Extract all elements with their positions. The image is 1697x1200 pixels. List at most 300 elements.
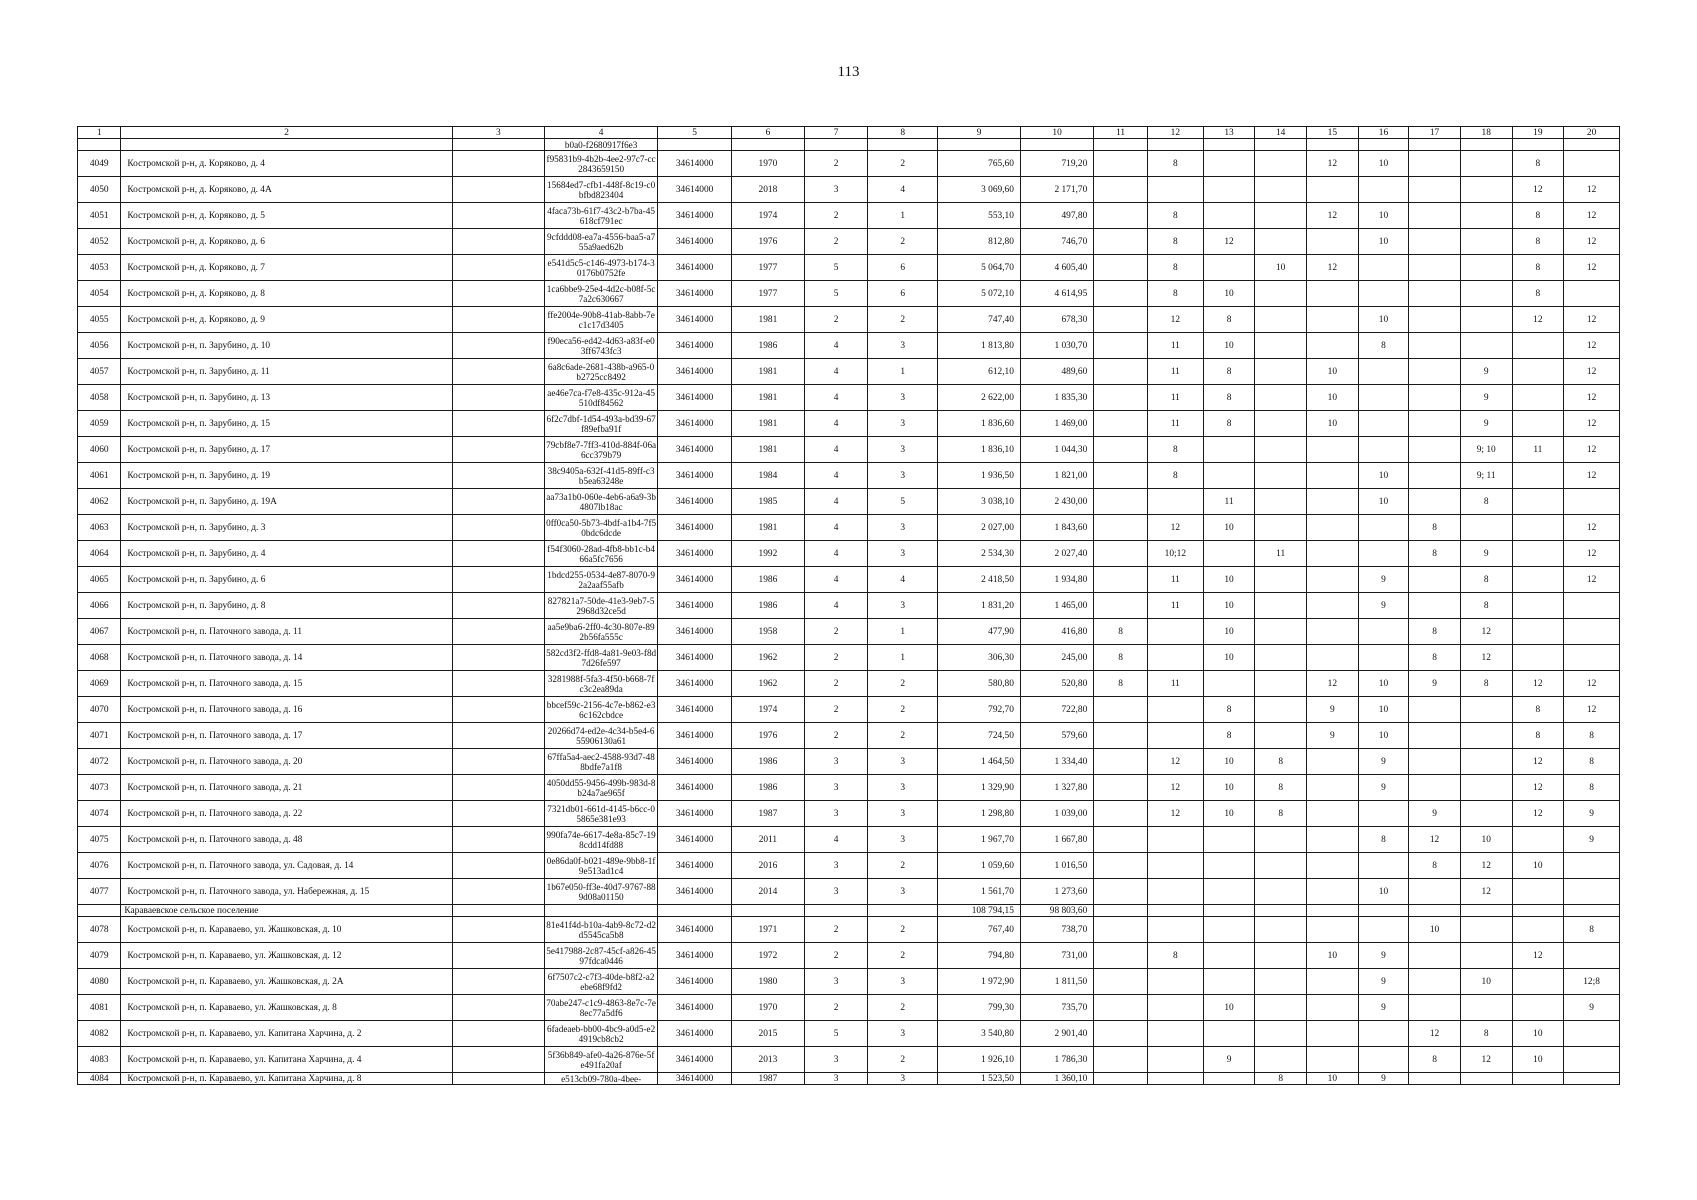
cell-c8: 1 [868,645,938,671]
cell-c17 [1409,359,1461,385]
cell-c20: 12 [1564,307,1620,333]
cell-c9: 792,70 [938,697,1021,723]
cell-c14 [1255,723,1307,749]
cell-c14 [1255,437,1307,463]
cell-c12 [1147,723,1203,749]
cell-c14 [1255,697,1307,723]
cell-c3 [452,437,544,463]
cell-c10: 1 039,00 [1020,801,1093,827]
cell-c12 [1147,1047,1203,1073]
cell-c1: 4067 [78,619,121,645]
cell-c12 [1147,645,1203,671]
cell-c5: 34614000 [658,541,731,567]
table-row [78,853,1620,879]
cell-c11: 8 [1094,619,1148,645]
cell-c14: 8 [1255,775,1307,801]
cell-c10: 1 030,70 [1020,333,1093,359]
cell-c5: 34614000 [658,827,731,853]
cell-c20 [1564,593,1620,619]
table-row [78,151,1620,177]
cell-c2: Костромской р-н, д. Коряково, д. 8 [121,281,453,307]
cell-c3 [452,943,544,969]
cell-c19: 10 [1512,853,1564,879]
cell-c5: 34614000 [658,203,731,229]
cell-c9: 553,10 [938,203,1021,229]
cell-c13: 10 [1203,775,1255,801]
cell-c3 [452,775,544,801]
cell-c9: 5 072,10 [938,281,1021,307]
cell-c18 [1460,749,1512,775]
cell-c2: Костромской р-н, п. Зарубино, д. 4 [121,541,453,567]
cell-c14 [1255,411,1307,437]
cell-c10: 4 614,95 [1020,281,1093,307]
cell-c10: 1 667,80 [1020,827,1093,853]
cell-c9: 2 027,00 [938,515,1021,541]
cell-c3 [452,281,544,307]
cell-c7: 5 [805,281,868,307]
table-row [78,671,1620,697]
cell-c15 [1307,619,1359,645]
cell-c15 [1307,879,1359,905]
cell-c16 [1358,177,1409,203]
cell-c18: 12 [1460,853,1512,879]
cell-c14 [1255,333,1307,359]
table-row [78,281,1620,307]
cell-c2: Костромской р-н, п. Зарубино, д. 13 [121,385,453,411]
cell-c4: 5e417988-2c87-45cf-a826-4597fdca0446 [544,943,658,969]
cell-c6: 1976 [731,229,804,255]
cell-c11 [1094,229,1148,255]
cell-c12: 11 [1147,671,1203,697]
cell-c10: 98 803,60 [1020,905,1093,917]
cell-c6: 1974 [731,697,804,723]
cell-c18 [1460,177,1512,203]
cell-c19 [1512,827,1564,853]
cell-c16: 10 [1358,723,1409,749]
cell-c6: 1981 [731,385,804,411]
table-row [78,593,1620,619]
cell-c16: 9 [1358,749,1409,775]
cell-c8: 3 [868,541,938,567]
cell-c19 [1512,1073,1564,1085]
cell-c9: 3 540,80 [938,1021,1021,1047]
cell-c3 [452,671,544,697]
cell-c18 [1460,1073,1512,1085]
cell-c5: 34614000 [658,359,731,385]
cell-c1: 4054 [78,281,121,307]
cell-c11 [1094,411,1148,437]
cell-c3 [452,541,544,567]
cell-c3 [452,801,544,827]
cell-c10: 1 469,00 [1020,411,1093,437]
cell-c12 [1147,139,1203,151]
cell-c19 [1512,385,1564,411]
cell-c8: 2 [868,671,938,697]
cell-c19 [1512,139,1564,151]
cell-c3 [452,151,544,177]
cell-c3 [452,229,544,255]
cell-c5: 34614000 [658,1073,731,1085]
cell-c12: 11 [1147,385,1203,411]
cell-c2: Костромской р-н, д. Коряково, д. 4 [121,151,453,177]
cell-c19: 8 [1512,229,1564,255]
cell-c12 [1147,619,1203,645]
table-row [78,645,1620,671]
cell-c20: 9 [1564,801,1620,827]
cell-c15 [1307,515,1359,541]
cell-c11 [1094,203,1148,229]
cell-c6: 1986 [731,749,804,775]
cell-c14 [1255,853,1307,879]
cell-c5: 34614000 [658,1021,731,1047]
cell-c18 [1460,723,1512,749]
cell-c4: ffe2004e-90b8-41ab-8abb-7ec1c17d3405 [544,307,658,333]
cell-c2: Костромской р-н, п. Зарубино, д. 11 [121,359,453,385]
cell-c10: 1 835,30 [1020,385,1093,411]
column-header-3: 3 [452,127,544,139]
cell-c7: 2 [805,151,868,177]
cell-c16 [1358,1047,1409,1073]
cell-c15: 10 [1307,385,1359,411]
cell-c7: 3 [805,1047,868,1073]
cell-c20: 12 [1564,515,1620,541]
cell-c16 [1358,437,1409,463]
cell-c5: 34614000 [658,619,731,645]
cell-c3 [452,723,544,749]
cell-c1: 4061 [78,463,121,489]
cell-c20: 9 [1564,827,1620,853]
cell-c7: 5 [805,255,868,281]
cell-c17: 12 [1409,827,1461,853]
cell-c8: 3 [868,749,938,775]
column-header-13: 13 [1203,127,1255,139]
cell-c19: 8 [1512,203,1564,229]
cell-c1 [78,905,121,917]
cell-c13: 11 [1203,489,1255,515]
cell-c7: 2 [805,203,868,229]
cell-c19: 8 [1512,697,1564,723]
cell-c14: 11 [1255,541,1307,567]
cell-c20: 12 [1564,359,1620,385]
cell-c1: 4079 [78,943,121,969]
cell-c10: 722,80 [1020,697,1093,723]
cell-c20 [1564,853,1620,879]
cell-c15 [1307,229,1359,255]
column-header-5: 5 [658,127,731,139]
cell-c1: 4076 [78,853,121,879]
cell-c9: 1 831,20 [938,593,1021,619]
cell-c20: 12 [1564,463,1620,489]
cell-c1: 4078 [78,917,121,943]
column-header-15: 15 [1307,127,1359,139]
table-row-last [78,1073,1620,1085]
cell-c3 [452,463,544,489]
cell-c5: 34614000 [658,307,731,333]
cell-c12: 11 [1147,567,1203,593]
cell-c7: 2 [805,723,868,749]
cell-c4: b0a0-f2680917f6e3 [544,139,658,151]
cell-c19 [1512,905,1564,917]
cell-c19: 8 [1512,281,1564,307]
cell-c4: 1ca6bbe9-25e4-4d2c-b08f-5c7a2c630667 [544,281,658,307]
cell-c8: 3 [868,437,938,463]
housing-register-table [77,126,1620,1085]
cell-c15: 10 [1307,359,1359,385]
cell-c11 [1094,515,1148,541]
cell-c17 [1409,969,1461,995]
cell-c7 [805,139,868,151]
cell-c18: 12 [1460,879,1512,905]
cell-c4: 38c9405a-632f-41d5-89ff-c3b5ea63248e [544,463,658,489]
cell-c6: 1970 [731,995,804,1021]
cell-c1: 4049 [78,151,121,177]
table-row [78,801,1620,827]
cell-c19 [1512,489,1564,515]
cell-c8: 3 [868,333,938,359]
cell-c17 [1409,463,1461,489]
cell-c1: 4065 [78,567,121,593]
cell-c14 [1255,1047,1307,1073]
cell-c15 [1307,1021,1359,1047]
cell-c15 [1307,827,1359,853]
cell-c5 [658,905,731,917]
cell-c9: 612,10 [938,359,1021,385]
cell-c13 [1203,203,1255,229]
cell-c6 [731,905,804,917]
cell-c18 [1460,515,1512,541]
cell-c20: 12 [1564,385,1620,411]
cell-c3 [452,995,544,1021]
cell-c12: 12 [1147,749,1203,775]
cell-c11 [1094,969,1148,995]
cell-c3 [452,139,544,151]
cell-c6: 1981 [731,359,804,385]
cell-c13: 8 [1203,723,1255,749]
cell-c6: 1986 [731,775,804,801]
cell-c18: 8 [1460,671,1512,697]
cell-c15: 12 [1307,203,1359,229]
cell-c8: 3 [868,385,938,411]
column-header-12: 12 [1147,127,1203,139]
cell-c17 [1409,203,1461,229]
cell-c11 [1094,593,1148,619]
cell-c14 [1255,917,1307,943]
cell-c9: 1 836,10 [938,437,1021,463]
cell-c11 [1094,385,1148,411]
cell-c16: 10 [1358,879,1409,905]
cell-c5: 34614000 [658,723,731,749]
cell-c14 [1255,151,1307,177]
cell-c3 [452,489,544,515]
cell-c13 [1203,255,1255,281]
cell-c20 [1564,1021,1620,1047]
cell-c3 [452,969,544,995]
cell-c1: 4070 [78,697,121,723]
cell-c19: 12 [1512,775,1564,801]
cell-c9: 724,50 [938,723,1021,749]
cell-c7: 4 [805,359,868,385]
cell-c17 [1409,567,1461,593]
cell-c15 [1307,281,1359,307]
cell-c19 [1512,359,1564,385]
cell-c13 [1203,879,1255,905]
cell-c17 [1409,437,1461,463]
cell-c11 [1094,307,1148,333]
cell-c19 [1512,879,1564,905]
cell-c16: 9 [1358,593,1409,619]
cell-c8: 3 [868,969,938,995]
cell-c14 [1255,281,1307,307]
cell-c20 [1564,943,1620,969]
cell-c10: 2 171,70 [1020,177,1093,203]
cell-c16: 10 [1358,151,1409,177]
cell-c7: 4 [805,515,868,541]
cell-c7: 4 [805,411,868,437]
cell-c20: 12 [1564,567,1620,593]
cell-c10: 2 430,00 [1020,489,1093,515]
cell-c4: 1bdcd255-0534-4e87-8070-92a2aaf55afb [544,567,658,593]
cell-c12: 8 [1147,281,1203,307]
cell-c19: 12 [1512,801,1564,827]
table-row [78,749,1620,775]
cell-c1: 4051 [78,203,121,229]
cell-c13: 9 [1203,1047,1255,1073]
cell-c2: Караваевское сельское поселение [121,905,453,917]
cell-c9 [938,139,1021,151]
cell-c3 [452,411,544,437]
cell-c8 [868,139,938,151]
cell-c8: 2 [868,151,938,177]
cell-c12 [1147,489,1203,515]
cell-c4: 0ff0ca50-5b73-4bdf-a1b4-7f50bdc6dcde [544,515,658,541]
cell-c6: 2015 [731,1021,804,1047]
cell-c18: 12 [1460,1047,1512,1073]
cell-c17 [1409,697,1461,723]
cell-c4: 0e86da0f-b021-489e-9bb8-1f9e513ad1c4 [544,853,658,879]
cell-c16: 10 [1358,671,1409,697]
cell-c17: 9 [1409,671,1461,697]
cell-c19: 10 [1512,1047,1564,1073]
cell-c15 [1307,801,1359,827]
cell-c17: 8 [1409,1047,1461,1073]
cell-c1: 4055 [78,307,121,333]
cell-c8: 6 [868,281,938,307]
cell-c5: 34614000 [658,411,731,437]
cell-c13 [1203,671,1255,697]
cell-c3 [452,307,544,333]
cell-c2: Костромской р-н, п. Зарубино, д. 3 [121,515,453,541]
cell-c1: 4064 [78,541,121,567]
cell-c8: 4 [868,567,938,593]
cell-c6: 1981 [731,437,804,463]
cell-c6: 1992 [731,541,804,567]
column-header-9: 9 [938,127,1021,139]
cell-c7: 4 [805,827,868,853]
cell-c19: 12 [1512,943,1564,969]
cell-c13: 10 [1203,801,1255,827]
cell-c17 [1409,879,1461,905]
cell-c2: Костромской р-н, д. Коряково, д. 7 [121,255,453,281]
cell-c14 [1255,1021,1307,1047]
cell-c18 [1460,917,1512,943]
cell-c17: 8 [1409,645,1461,671]
column-header-19: 19 [1512,127,1564,139]
cell-c19: 12 [1512,177,1564,203]
cell-c1: 4080 [78,969,121,995]
cell-c17 [1409,995,1461,1021]
cell-c9: 1 926,10 [938,1047,1021,1073]
cell-c1: 4057 [78,359,121,385]
cell-c18 [1460,255,1512,281]
cell-c3 [452,567,544,593]
cell-c2: Костромской р-н, п. Паточного завода, д. 14 [121,645,453,671]
cell-c8: 2 [868,229,938,255]
cell-c19: 11 [1512,437,1564,463]
cell-c6: 1971 [731,917,804,943]
cell-c2: Костромской р-н, п. Караваево, ул. Капитана Харчина, д. 2 [121,1021,453,1047]
cell-c19 [1512,541,1564,567]
cell-c1: 4082 [78,1021,121,1047]
cell-c7: 3 [805,853,868,879]
cell-c16: 9 [1358,1073,1409,1085]
cell-c3 [452,333,544,359]
cell-c6: 1980 [731,969,804,995]
cell-c10: 1 334,40 [1020,749,1093,775]
table-row [78,463,1620,489]
cell-c7: 3 [805,775,868,801]
cell-c19 [1512,619,1564,645]
cell-c11 [1094,463,1148,489]
cell-c13: 8 [1203,307,1255,333]
cell-c4: 827821a7-50de-41e3-9eb7-52968d32ce5d [544,593,658,619]
cell-c17 [1409,749,1461,775]
cell-c4: 5f36b849-afe0-4a26-876e-5fe491fa20af [544,1047,658,1073]
cell-c19 [1512,333,1564,359]
cell-c2: Костромской р-н, п. Зарубино, д. 6 [121,567,453,593]
cell-c19 [1512,463,1564,489]
cell-c10: 497,80 [1020,203,1093,229]
cell-c20 [1564,905,1620,917]
cell-c18 [1460,697,1512,723]
cell-c17 [1409,489,1461,515]
cell-c8: 3 [868,801,938,827]
cell-c12 [1147,969,1203,995]
cell-c3 [452,1047,544,1073]
cell-c14 [1255,943,1307,969]
cell-c2: Костромской р-н, п. Караваево, ул. Капитана Харчина, д. 4 [121,1047,453,1073]
cell-c20 [1564,139,1620,151]
cell-c12 [1147,879,1203,905]
cell-c3 [452,1021,544,1047]
cell-c20 [1564,619,1620,645]
cell-c12: 11 [1147,359,1203,385]
cell-c1: 4059 [78,411,121,437]
cell-c6: 1986 [731,593,804,619]
cell-c14: 8 [1255,1073,1307,1085]
table-row [78,1021,1620,1047]
cell-c6: 1985 [731,489,804,515]
cell-c11 [1094,827,1148,853]
cell-c6: 1987 [731,801,804,827]
cell-c13: 10 [1203,515,1255,541]
cell-c13 [1203,917,1255,943]
cell-c20 [1564,489,1620,515]
cell-c11 [1094,139,1148,151]
cell-c13: 8 [1203,359,1255,385]
cell-c16: 10 [1358,463,1409,489]
cell-c15 [1307,463,1359,489]
cell-c13: 10 [1203,619,1255,645]
